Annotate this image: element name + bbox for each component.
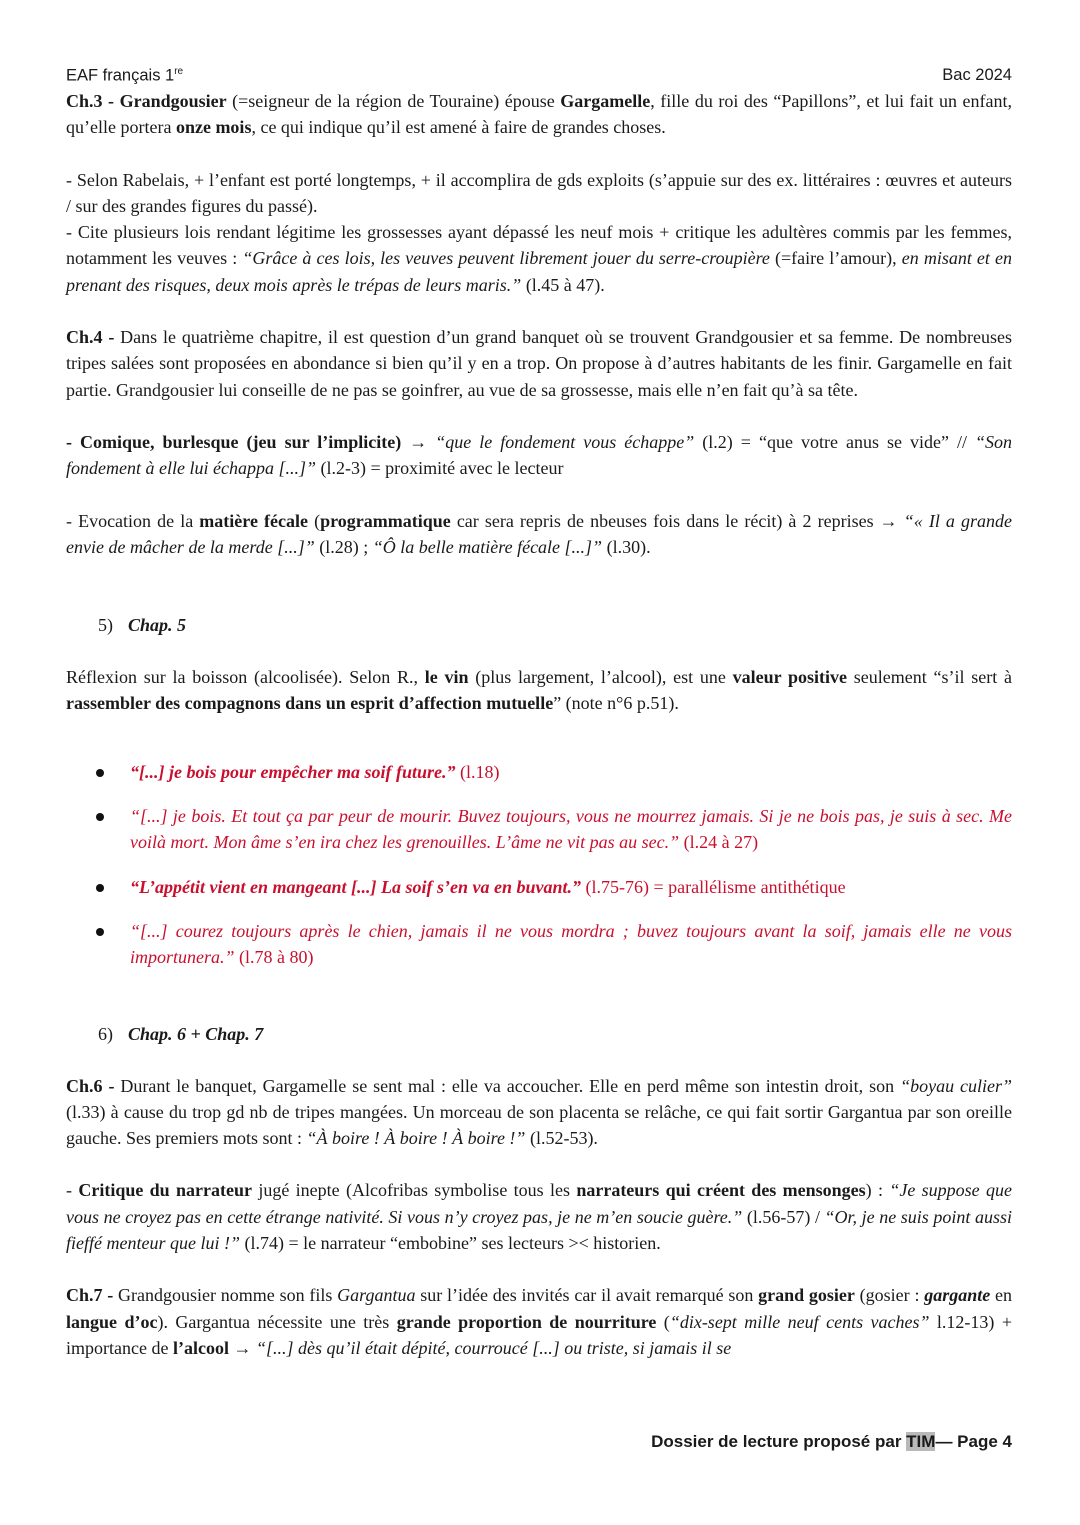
author-highlight: TIM bbox=[906, 1432, 936, 1451]
list-item: “[...] courez toujours après le chien, jamais il ne vous mordra ; buvez toujours avant la soif, jamais elle ne vous importunera.” (l.78 à 80) bbox=[66, 918, 1012, 971]
ch4-comique-point: - Comique, burlesque (jeu sur l’implicite) → “que le fondement vous échappe” (l.2) = “que votre anus se vide” // “Son fondement à elle lui échappa [...]” (l.2-3) = proximité avec le lecteur bbox=[66, 431, 1013, 479]
ch4-matiere-point: - Evocation de la matière fécale (programmatique car sera repris de nbeuses fois dans le récit) à 2 reprises → “« Il a grande envie de mâcher de la merde [...]” (l.28) ; “Ô la belle matière fécale [...]” (l.30). bbox=[66, 510, 1013, 557]
ch4-paragraph: Ch.4 - Dans le quatrième chapitre, il est question d’un grand banquet où se trouvent Grandgousier et sa femme. De nombreuses tripes salées sont proposées en abondance si bien qu’il y en a trop. On propose à d’autres habitants de les finir. Gargamelle en fait partie. Grandgousier lui conseille de ne pas se goinfrer, au vue de sa grossesse, mais elle n’en fait qu’à sa tête. bbox=[66, 327, 1012, 400]
ch6-critique-point: - Critique du narrateur jugé inepte (Alcofribas symbolise tous les narrateurs qui créent des mensonges) : “Je suppose que vous ne croyez pas en cette étrange nativité. Si vous n’y croyez pas, je ne m’en soucie guère.” (l.56-57) / “Or, je ne suis point aussi fieffé menteur que lui !” (l.74) = le narrateur “embobine” ses lecteurs >< historien. bbox=[66, 1180, 1012, 1254]
bullet-icon bbox=[96, 884, 104, 892]
list-item: “L’appétit vient en mangeant [...] La soif s’en va en buvant.” (l.75-76) = parallélisme antithétique bbox=[66, 874, 1012, 900]
header-left: EAF français 1re bbox=[66, 66, 184, 85]
document-page bbox=[66, 66, 1012, 1361]
bullet-icon bbox=[96, 928, 104, 936]
ch3-point-1: - Selon Rabelais, + l’enfant est porté longtemps, + il accomplira de gds exploits (s’appuie sur des ex. littéraires : œuvres et auteurs / sur des grandes figures du passé). bbox=[66, 169, 1012, 216]
header-right: Bac 2024 bbox=[942, 66, 1012, 84]
page-header bbox=[66, 66, 1012, 88]
bullet-icon bbox=[96, 769, 104, 777]
ch3-point-2: - Cite plusieurs lois rendant légitime les grossesses ayant dépassé les neuf mois + critique les adultères commis par les femmes, notamment les veuves : “Grâce à ces lois, les veuves peuvent librement jouer du serre-croupière (=faire l’amour), en misant et en prenant des risques, deux mois après le trépas de leurs maris.” (l.45 à 47). bbox=[66, 222, 1013, 295]
ch6-paragraph: Ch.6 - Durant le banquet, Gargamelle se sent mal : elle va accoucher. Elle en perd même son intestin droit, son “boyau culier” (l.33) à cause du trop gd nb de tripes mangées. Un morceau de son placenta se relâche, ce qui fait sortir Gargantua par son oreille gauche. Ses premiers mots sont : “À boire ! À boire ! À boire !” (l.52-53). bbox=[66, 1075, 1012, 1149]
ch3-paragraph: Ch.3 - Grandgousier (=seigneur de la région de Touraine) épouse Gargamelle, fille du roi des “Papillons”, et lui fait un enfant, qu’elle portera onze mois, ce qui indique qu’il est amené à faire de grandes choses. bbox=[66, 91, 1012, 138]
quote-list bbox=[66, 759, 1012, 971]
ch7-paragraph: Ch.7 - Grandgousier nomme son fils Gargantua sur l’idée des invités car il avait remarqué son grand gosier (gosier : gargante en langue d’oc). Gargantua nécessite une très grande proportion de nourriture (“dix-sept mille neuf cents vaches” l.12-13) + importance de l’alcool → “[...] dès qu’il était dépité, courroucé [...] ou triste, si jamais il se bbox=[66, 1285, 1013, 1358]
list-item: “[...] je bois pour empêcher ma soif future.” (l.18) bbox=[66, 759, 1012, 785]
bullet-icon bbox=[96, 813, 104, 821]
section-5-title: 5) Chap. 5 bbox=[98, 615, 187, 636]
section-6-title: 6) Chap. 6 + Chap. 7 bbox=[98, 1023, 264, 1044]
page-footer: Dossier de lecture proposé par TIM— Page 4 bbox=[651, 1432, 1012, 1451]
list-item: “[...] je bois. Et tout ça par peur de mourir. Buvez toujours, vous ne mourrez jamais. Si je ne bois pas, je suis à sec. Me voilà mort. Mon âme s’en ira chez les grenouilles. L’âme ne vit pas au sec.” (l.24 à 27) bbox=[66, 803, 1012, 856]
section-5-intro: Réflexion sur la boisson (alcoolisée). Selon R., le vin (plus largement, l’alcool), est une valeur positive seulement “s’il sert à rassembler des compagnons dans un esprit d’affection mutuelle” (note n°6 p.51). bbox=[66, 667, 1012, 714]
